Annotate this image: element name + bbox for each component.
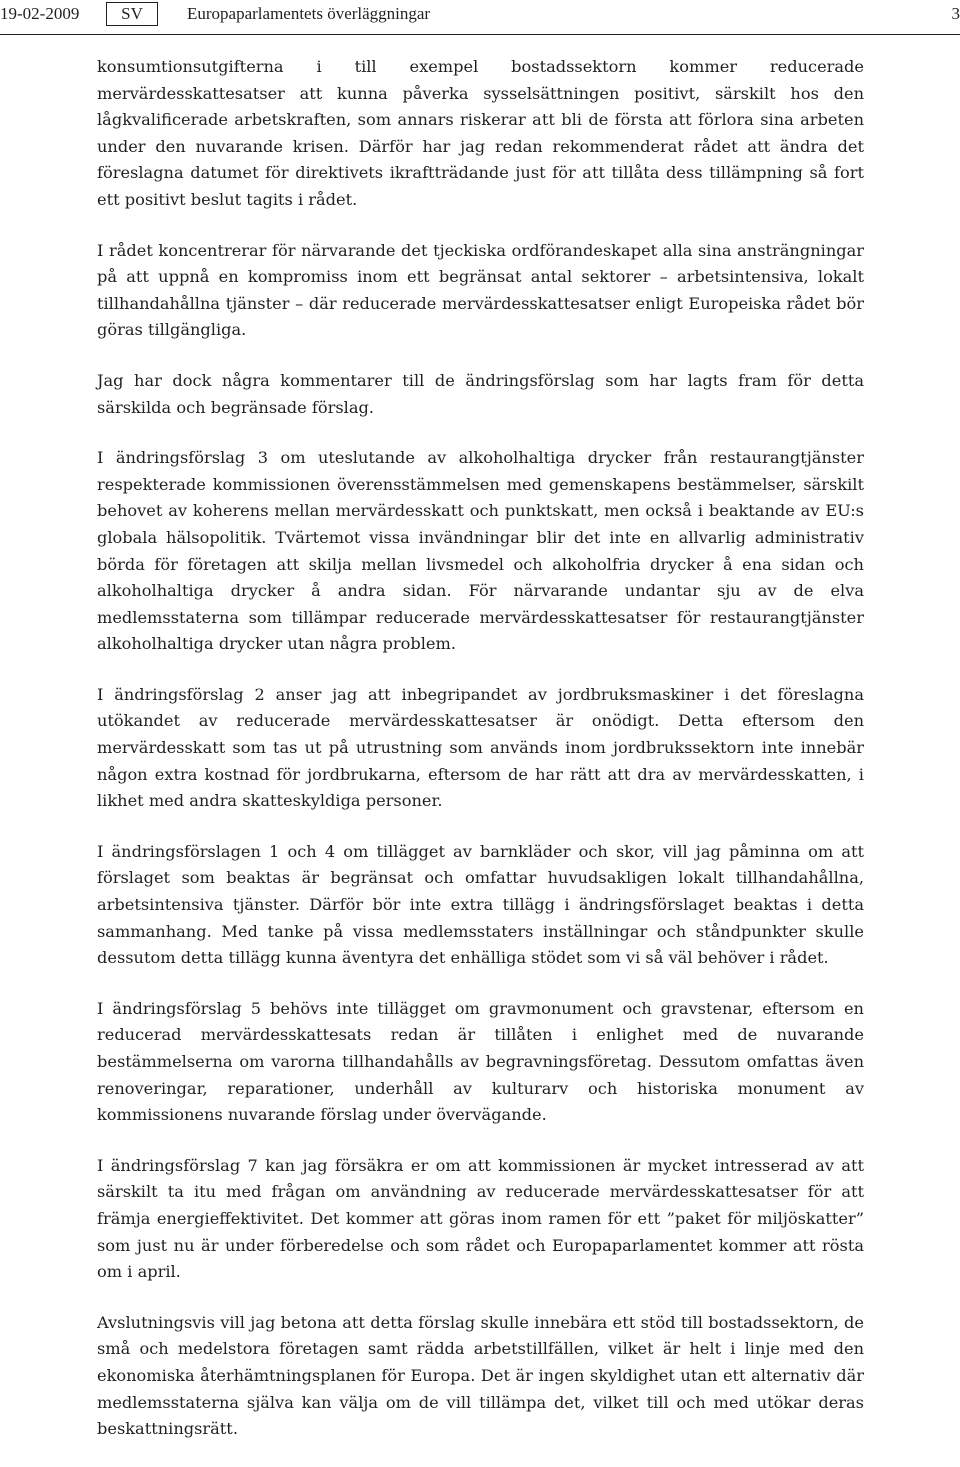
paragraph: I ändringsförslag 2 anser jag att inbegripandet av jordbruksmaskiner i det föreslagna utökandet av reducerade mervärdesskattesatser är onödigt. Detta eftersom den mervärdesskatt som tas ut på utrustning som används inom jordbrukssektorn inte innebär någon extra kostnad för jordbrukarna, eftersom de har rätt att dra av mervärdesskatten, i likhet med andra skatteskyldiga personer. xyxy=(97,682,864,815)
paragraph: I ändringsförslag 5 behövs inte tillägget om gravmonument och gravstenar, eftersom en reducerad mervärdesskattesats redan är tillåten i enlighet med de nuvarande bestämmelserna om varorna tillhandahålls av begravningsföretag. Dessutom omfattas även renoveringar, reparationer, underhåll av kulturarv och historiska monument av kommissionens nuvarande förslag under övervägande. xyxy=(97,996,864,1129)
paragraph: Avslutningsvis vill jag betona att detta förslag skulle innebära ett stöd till bostadssektorn, de små och medelstora företagen samt rädda arbetstillfällen, vilket är helt i linje med den ekonomiska återhämtningsplanen för Europa. Det är ingen skyldighet utan ett alternativ där medlemsstaterna själva kan välja om de vill tillämpa det, vilket till och med utökar deras beskattningsrätt. xyxy=(97,1310,864,1443)
page-header xyxy=(0,0,960,35)
header-title: Europaparlamentets överläggningar xyxy=(187,4,430,24)
document-body xyxy=(97,54,864,1467)
paragraph: Jag har dock några kommentarer till de ändringsförslag som har lagts fram för detta särskilda och begränsade förslag. xyxy=(97,368,864,421)
paragraph: I ändringsförslag 3 om uteslutande av alkoholhaltiga drycker från restaurangtjänster respekterade kommissionen överensstämmelsen med gemenskapens bestämmelser, särskilt behovet av koherens mellan mervärdesskatt och punktskatt, men också i beaktande av EU:s globala hälsopolitik. Tvärtemot vissa invändningar blir det inte en allvarlig administrativ börda för företagen att skilja mellan livsmedel och alkoholfria drycker å ena sidan och alkoholhaltiga drycker å andra sidan. För närvarande undantar sju av de elva medlemsstaterna som tillämpar reducerade mervärdesskattesatser för restaurangtjänster alkoholhaltiga drycker utan några problem. xyxy=(97,445,864,658)
paragraph: I ändringsförslag 7 kan jag försäkra er om att kommissionen är mycket intresserad av att särskilt ta itu med frågan om användning av reducerade mervärdesskattesatser för att främja energieffektivitet. Det kommer att göras inom ramen för ett ”paket för miljöskatter” som just nu är under förberedelse och som rådet och Europaparlamentet kommer att rösta om i april. xyxy=(97,1153,864,1286)
paragraph: I rådet koncentrerar för närvarande det tjeckiska ordförandeskapet alla sina ansträngningar på att uppnå en kompromiss inom ett begränsat antal sektorer – arbetsintensiva, lokalt tillhandahållna tjänster – där reducerade mervärdesskattesatser enligt Europeiska rådet bör göras tillgängliga. xyxy=(97,238,864,344)
header-date: 19-02-2009 xyxy=(0,4,79,24)
page-number: 3 xyxy=(952,4,960,24)
language-badge: SV xyxy=(106,2,158,26)
paragraph: I ändringsförslagen 1 och 4 om tillägget av barnkläder och skor, vill jag påminna om att förslaget som beaktas är begränsat och omfattar huvudsakligen lokalt tillhandahållna, arbetsintensiva tjänster. Därför bör inte extra tillägg i ändringsförslaget beaktas i detta sammanhang. Med tanke på vissa medlemsstaters inställningar och ståndpunkter skulle dessutom detta tillägg kunna äventyra det enhälliga stödet som vi så väl behöver i rådet. xyxy=(97,839,864,972)
paragraph: konsumtionsutgifterna i till exempel bostadssektorn kommer reducerade mervärdesskattesatser att kunna påverka sysselsättningen positivt, särskilt hos den lågkvalificerade arbetskraften, som annars riskerar att bli de första att förlora sina arbeten under den nuvarande krisen. Därför har jag redan rekommenderat rådet att ändra det föreslagna datumet för direktivets ikraftträdande just för att tillåta dess tillämpning så fort ett positivt beslut tagits i rådet. xyxy=(97,54,864,214)
